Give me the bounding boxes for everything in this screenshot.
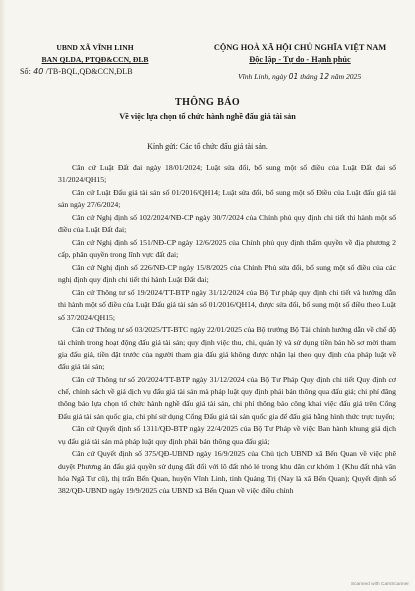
date-month-handwritten: 12 <box>319 72 330 81</box>
doc-number-suffix: /TB-BQL,QĐ&CCN,ĐLB <box>43 67 133 76</box>
legal-basis-paragraph: Căn cứ Thông tư số 19/2024/TT-BTP ngày 31/12/2024 của Bộ Tư pháp quy định chi tiết và hướng dẫn thi hành một số điều của Luật Đấu giá tài sản số 01/2016/QH14, được sửa đổi, bổ sung một số điều theo Luật số 37/2024/QH15; <box>58 287 396 322</box>
legal-basis-paragraph: Căn cứ Thông tư số 20/2024/TT-BTP ngày 31/12/2024 của Bộ Tư Pháp Quy định chi tiết Quy định cơ chế, chính sách về giá dịch vụ đấu giá tài sản mà pháp luật quy định phải bán thông qua đấu giá; chi phí đăng thông báo lựa chọn tổ chức hành nghề đấu giá tài sản, chi phí thông báo công khai việc đấu giá trên Cổng Đấu giá tài sản quốc gia, chi phí sử dụng Cổng Đấu giá tài sản quốc gia để đấu giá bằng hình thức trực tuyến; <box>58 374 396 421</box>
doc-number-prefix: Số: <box>20 67 34 76</box>
date-day-handwritten: 01 <box>288 72 299 81</box>
document-body <box>58 162 396 498</box>
legal-basis-paragraph: Căn cứ Luật Đất đai ngày 18/01/2024; Luật sửa đổi, bổ sung một số điều của Luật Đất đai số 31/2024/QH15; <box>58 163 396 185</box>
motto: Độc lập - Tự do - Hạnh phúc <box>249 55 351 64</box>
legal-basis-paragraph: Căn cứ Thông tư số 03/2025/TT-BTC ngày 22/01/2025 của Bộ trưởng Bộ Tài chính hướng dẫn về chế độ tài chính trong hoạt động đấu giá tài sản; quy định việc thu, chi, quản lý và sử dụng tiền bán hồ sơ mời tham gia đấu giá, tiền đặt trước của người tham gia đấu giá không được nhận lại theo quy định của pháp luật về đấu giá tài sản; <box>58 325 397 372</box>
document-number <box>20 67 133 76</box>
issuing-agency-header <box>10 42 180 66</box>
legal-basis-paragraph: Căn cứ Quyết định số 1311/QĐ-BTP ngày 22/4/2025 của Bộ Tư Pháp về việc Ban hành khung giá dịch vụ đấu giá tài sản mà pháp luật quy định phải bán thông qua đấu giá; <box>58 424 396 446</box>
issue-date <box>238 72 361 81</box>
agency-line-1: UBND XÃ VĨNH LINH <box>56 43 134 52</box>
agency-line-2: BAN QLDA, PTQĐ&CCN, ĐLB <box>41 55 149 64</box>
legal-basis-paragraph: Căn cứ Quyết định số 375/QĐ-UBND ngày 16/9/2025 của Chủ tịch UBND xã Bến Quan về việc phê duyệt Phương án đấu giá quyền sử dụng đất đối với lô đất nhỏ lẻ trong khu dân cư khóm 1 (Khu đất nhà văn hóa Ngã Tư cũ), thị trấn Bến Quan, huyện Vĩnh Linh, tỉnh Quảng Trị (Nay là xã Bến Quan); Quyết định số 382/QĐ-UBND ngày 19/9/2025 của UBND xã Bến Quan về việc điều chỉnh <box>58 449 396 496</box>
recipient-line: Kính gửi: Các tổ chức đấu giá tài sản. <box>147 142 268 151</box>
doc-number-handwritten: 40 <box>33 67 44 76</box>
national-motto-header <box>190 42 410 66</box>
legal-basis-paragraph: Căn cứ Nghị định số 102/2024/NĐ-CP ngày 30/7/2024 của Chính phủ quy định chi tiết thi hành một số điều của Luật Đất đai; <box>58 212 396 235</box>
country-name: CỘNG HOÀ XÃ HỘI CHỦ NGHĨA VIỆT NAM <box>213 43 387 52</box>
legal-basis-paragraph: Căn cứ Nghị định số 151/NĐ-CP ngày 12/6/2025 của Chính phủ quy định thẩm quyền về địa phương 2 cấp, phân quyền trong lĩnh vực đất đai; <box>58 237 396 260</box>
scan-edge-shadow <box>0 0 6 591</box>
document-subject: Về việc lựa chọn tổ chức hành nghề đấu giá tài sản <box>119 112 296 121</box>
legal-basis-paragraph: Căn cứ Nghị định số 226/NĐ-CP ngày 15/8/2025 của Chính Phủ sửa đổi, bổ sung một số điều của các nghị định quy định chi tiết thi hành Luật Đất đai; <box>58 262 396 285</box>
scanner-watermark: Scanned with CamScanner <box>350 582 409 587</box>
document-title: THÔNG BÁO <box>175 97 240 108</box>
date-prefix: Vĩnh Linh, ngày <box>238 72 289 81</box>
date-month-label: tháng <box>298 72 320 81</box>
date-year: năm 2025 <box>329 72 362 81</box>
legal-basis-paragraph: Căn cứ Luật Đấu giá tài sản số 01/2016/QH14; Luật sửa đổi, bổ sung một số Điều của Luật đấu giá tài sản ngày 27/6/2024; <box>58 187 396 210</box>
